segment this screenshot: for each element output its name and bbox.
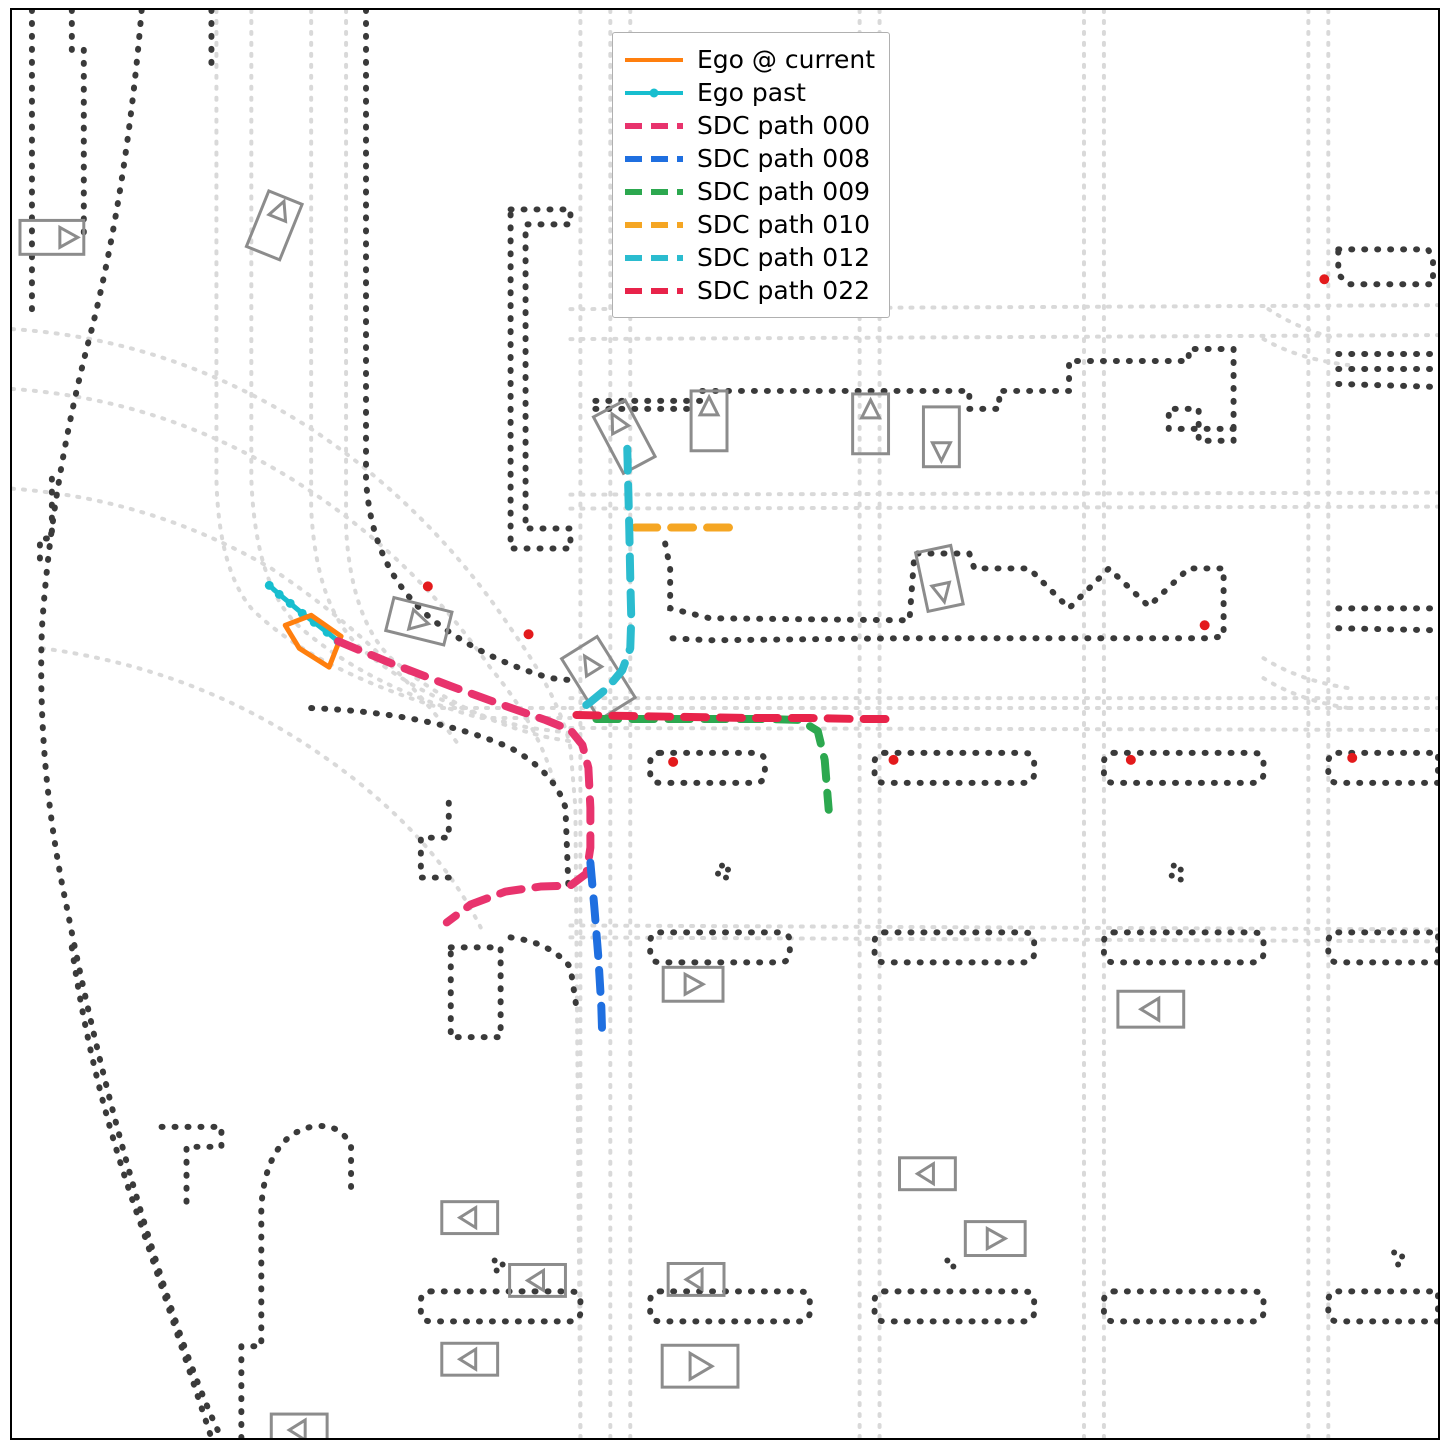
series-sdc-path-008 xyxy=(590,863,602,1041)
legend-label-ego-past: Ego past xyxy=(697,78,806,107)
legend-item-sdc-path-012[interactable] xyxy=(623,241,875,274)
legend-label-sdc-path-000: SDC path 000 xyxy=(697,111,871,140)
legend-swatch-sdc-path-008 xyxy=(623,150,685,168)
legend-item-sdc-path-010[interactable] xyxy=(623,208,875,241)
series-sdc-path-012 xyxy=(576,449,631,712)
legend-swatch-ego-current xyxy=(623,51,685,69)
chart-legend[interactable] xyxy=(612,32,890,318)
traffic-light-points xyxy=(423,274,1357,767)
legend-swatch-ego-past xyxy=(623,84,685,102)
plot-area xyxy=(10,8,1440,1440)
legend-label-sdc-path-022: SDC path 022 xyxy=(697,276,871,305)
legend-item-sdc-path-022[interactable] xyxy=(623,274,875,307)
legend-item-ego-past[interactable] xyxy=(623,76,875,109)
legend-label-sdc-path-012: SDC path 012 xyxy=(697,243,871,272)
legend-swatch-sdc-path-012 xyxy=(623,249,685,267)
legend-item-sdc-path-000[interactable] xyxy=(623,109,875,142)
legend-item-sdc-path-008[interactable] xyxy=(623,142,875,175)
legend-item-sdc-path-009[interactable] xyxy=(623,175,875,208)
legend-item-ego-current[interactable] xyxy=(623,43,875,76)
series-sdc-path-022 xyxy=(576,715,897,719)
misc-dot-clusters xyxy=(492,863,1405,1274)
legend-label-sdc-path-008: SDC path 008 xyxy=(697,144,871,173)
agent-bounding-boxes xyxy=(20,191,1184,1438)
legend-label-ego-current: Ego @ current xyxy=(697,45,876,74)
legend-label-sdc-path-010: SDC path 010 xyxy=(697,210,871,239)
legend-label-sdc-path-009: SDC path 009 xyxy=(697,177,871,206)
legend-swatch-sdc-path-000 xyxy=(623,117,685,135)
legend-swatch-sdc-path-009 xyxy=(623,183,685,201)
legend-swatch-sdc-path-010 xyxy=(623,216,685,234)
series-ego-past xyxy=(265,581,343,646)
legend-swatch-sdc-path-022 xyxy=(623,282,685,300)
